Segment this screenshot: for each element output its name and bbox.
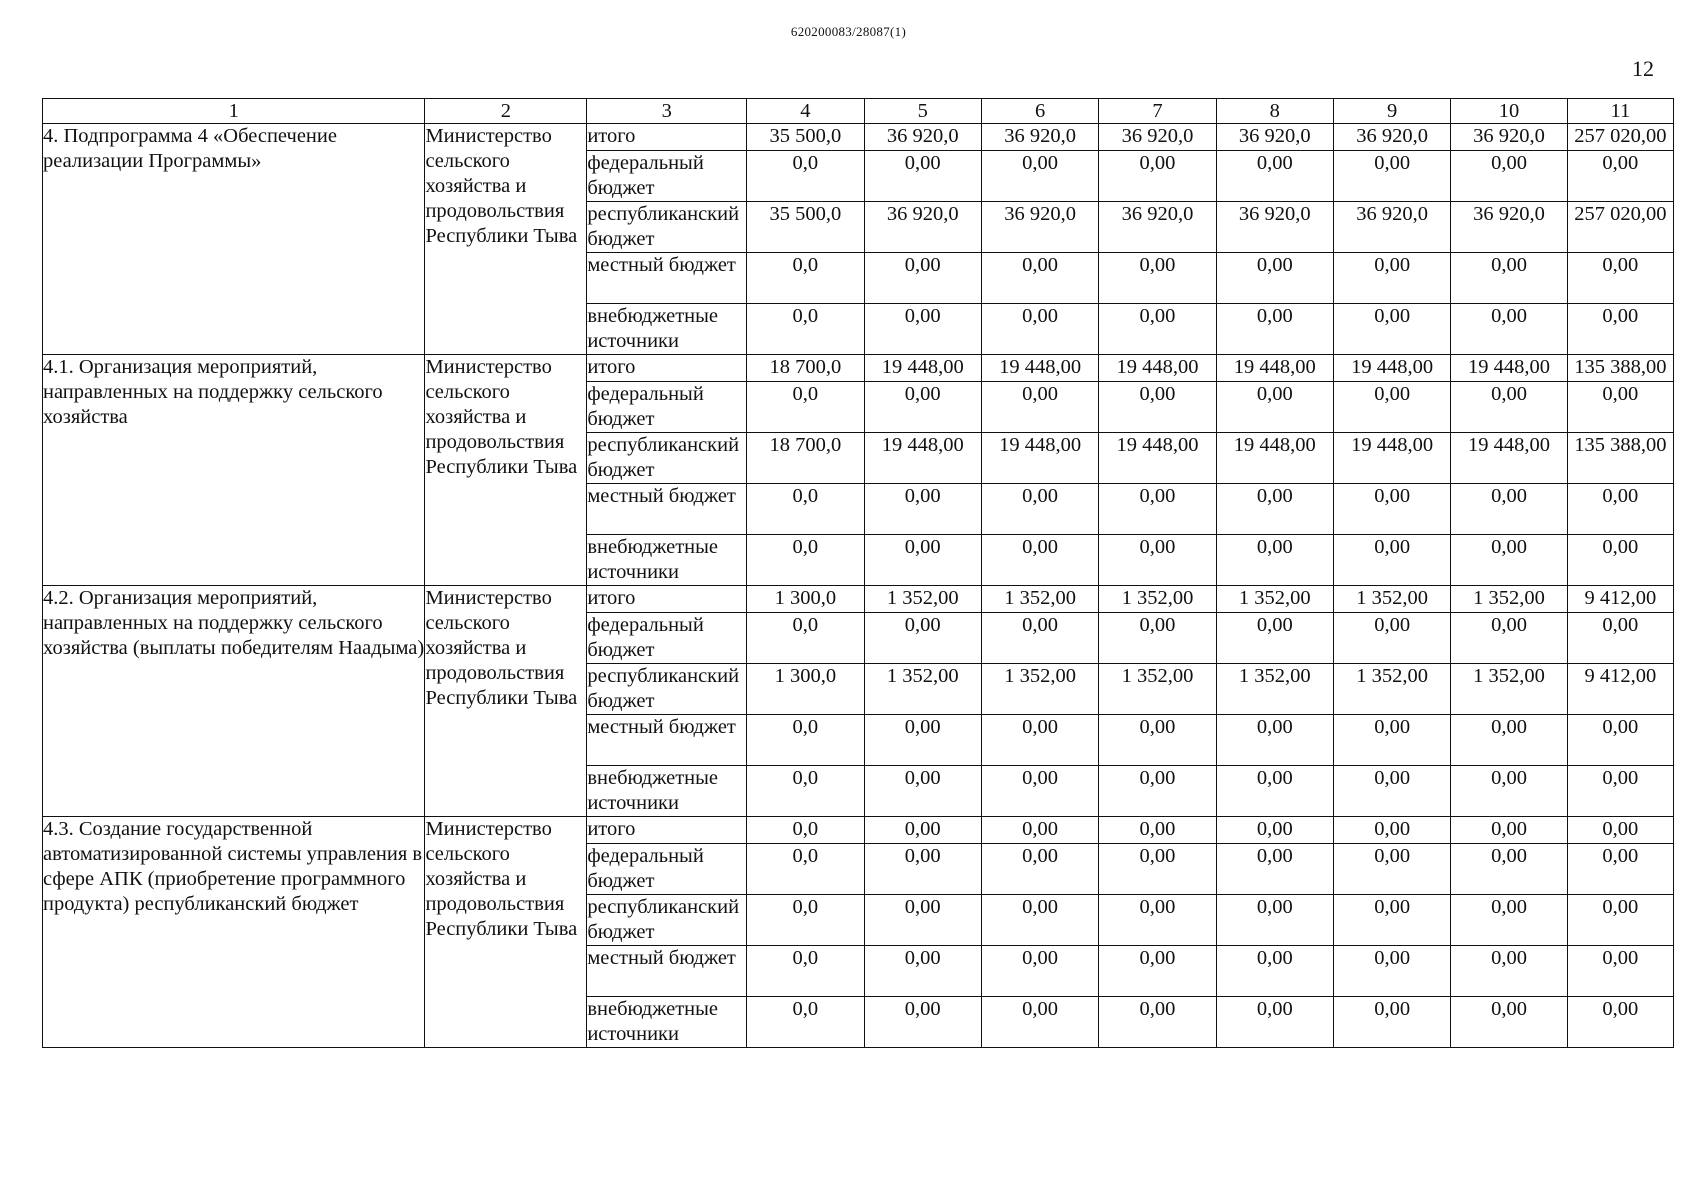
funding-source: внебюджетные источники [587, 997, 747, 1048]
column-number: 9 [1333, 99, 1450, 124]
amount-cell: 0,00 [1333, 382, 1450, 433]
column-number: 7 [1099, 99, 1216, 124]
amount-cell: 0,00 [1451, 253, 1567, 304]
amount-cell: 0,00 [1099, 946, 1216, 997]
amount-cell: 19 448,00 [1099, 355, 1216, 382]
funding-source: республиканский бюджет [587, 895, 747, 946]
funding-source: местный бюджет [587, 715, 747, 766]
amount-cell: 0,00 [864, 253, 981, 304]
amount-cell: 257 020,00 [1567, 124, 1673, 151]
column-number: 1 [43, 99, 425, 124]
amount-cell: 0,00 [981, 613, 1098, 664]
funding-source: местный бюджет [587, 946, 747, 997]
activity-name: 4. Подпрограмма 4 «Обеспечение реализации Программы» [43, 124, 425, 355]
amount-cell: 0,0 [747, 817, 864, 844]
amount-cell: 0,00 [1451, 151, 1567, 202]
amount-cell: 0,00 [1216, 613, 1333, 664]
amount-cell: 0,00 [1567, 844, 1673, 895]
amount-cell: 36 920,0 [981, 124, 1098, 151]
amount-cell: 0,00 [864, 817, 981, 844]
amount-cell: 19 448,00 [864, 433, 981, 484]
amount-cell: 1 300,0 [747, 664, 864, 715]
amount-cell: 0,00 [981, 715, 1098, 766]
amount-cell: 19 448,00 [981, 433, 1098, 484]
amount-cell: 0,00 [1451, 613, 1567, 664]
amount-cell: 0,00 [981, 997, 1098, 1048]
amount-cell: 1 352,00 [1333, 664, 1450, 715]
funding-source: федеральный бюджет [587, 613, 747, 664]
amount-cell: 0,00 [981, 895, 1098, 946]
document-id: 620200083/28087(1) [790, 24, 907, 39]
amount-cell: 0,0 [747, 844, 864, 895]
amount-cell: 0,0 [747, 715, 864, 766]
amount-cell: 0,00 [981, 817, 1098, 844]
executor-name: Министерство сельского хозяйства и продовольствия Республики Тыва [425, 817, 587, 1048]
amount-cell: 135 388,00 [1567, 433, 1673, 484]
amount-cell: 0,00 [1333, 817, 1450, 844]
amount-cell: 18 700,0 [747, 433, 864, 484]
amount-cell: 35 500,0 [747, 202, 864, 253]
column-number: 3 [587, 99, 747, 124]
amount-cell: 19 448,00 [1216, 355, 1333, 382]
amount-cell: 0,00 [981, 253, 1098, 304]
amount-cell: 0,00 [1451, 997, 1567, 1048]
column-number: 2 [425, 99, 587, 124]
amount-cell: 0,00 [1451, 304, 1567, 355]
amount-cell: 0,00 [864, 535, 981, 586]
amount-cell: 0,00 [1216, 304, 1333, 355]
amount-cell: 257 020,00 [1567, 202, 1673, 253]
amount-cell: 0,00 [1451, 382, 1567, 433]
amount-cell: 0,00 [1567, 535, 1673, 586]
amount-cell: 0,00 [1216, 895, 1333, 946]
amount-cell: 0,00 [1099, 715, 1216, 766]
amount-cell: 36 920,0 [1333, 202, 1450, 253]
funding-source: внебюджетные источники [587, 304, 747, 355]
amount-cell: 0,00 [1099, 844, 1216, 895]
amount-cell: 0,00 [864, 382, 981, 433]
amount-cell: 1 352,00 [864, 586, 981, 613]
amount-cell: 0,00 [1216, 766, 1333, 817]
amount-cell: 0,00 [1333, 715, 1450, 766]
amount-cell: 0,0 [747, 895, 864, 946]
amount-cell: 0,0 [747, 253, 864, 304]
amount-cell: 0,00 [864, 895, 981, 946]
page-number: 12 [1632, 56, 1654, 81]
amount-cell: 0,00 [1099, 766, 1216, 817]
amount-cell: 0,00 [1567, 946, 1673, 997]
amount-cell: 0,00 [1451, 535, 1567, 586]
amount-cell: 0,00 [1451, 715, 1567, 766]
table-row [43, 586, 1674, 613]
funding-source: федеральный бюджет [587, 844, 747, 895]
amount-cell: 0,00 [1567, 817, 1673, 844]
amount-cell: 19 448,00 [1451, 433, 1567, 484]
amount-cell: 0,0 [747, 997, 864, 1048]
amount-cell: 1 352,00 [1099, 586, 1216, 613]
amount-cell: 0,00 [1333, 535, 1450, 586]
amount-cell: 0,00 [864, 151, 981, 202]
amount-cell: 0,00 [1333, 766, 1450, 817]
funding-source: республиканский бюджет [587, 202, 747, 253]
funding-source: внебюджетные источники [587, 535, 747, 586]
amount-cell: 0,0 [747, 304, 864, 355]
amount-cell: 0,00 [1099, 613, 1216, 664]
amount-cell: 0,00 [1333, 997, 1450, 1048]
funding-source: федеральный бюджет [587, 151, 747, 202]
amount-cell: 0,0 [747, 766, 864, 817]
amount-cell: 0,00 [1099, 484, 1216, 535]
funding-source: местный бюджет [587, 253, 747, 304]
amount-cell: 0,00 [1567, 151, 1673, 202]
amount-cell: 0,00 [1099, 997, 1216, 1048]
funding-source: итого [587, 355, 747, 382]
funding-source: итого [587, 586, 747, 613]
amount-cell: 0,00 [981, 946, 1098, 997]
amount-cell: 0,00 [1216, 817, 1333, 844]
amount-cell: 0,00 [1333, 304, 1450, 355]
amount-cell: 0,00 [1099, 535, 1216, 586]
amount-cell: 0,00 [1567, 997, 1673, 1048]
amount-cell: 9 412,00 [1567, 586, 1673, 613]
amount-cell: 1 352,00 [1216, 586, 1333, 613]
amount-cell: 1 352,00 [1216, 664, 1333, 715]
amount-cell: 0,00 [1567, 715, 1673, 766]
column-number: 6 [981, 99, 1098, 124]
amount-cell: 0,00 [1333, 253, 1450, 304]
amount-cell: 19 448,00 [1099, 433, 1216, 484]
amount-cell: 0,00 [864, 844, 981, 895]
amount-cell: 0,0 [747, 535, 864, 586]
budget-table [42, 98, 1674, 1048]
amount-cell: 36 920,0 [1099, 202, 1216, 253]
amount-cell: 9 412,00 [1567, 664, 1673, 715]
activity-name: 4.2. Организация мероприятий, направленных на поддержку сельского хозяйства (выплаты победителям Наадыма) [43, 586, 425, 817]
amount-cell: 0,0 [747, 382, 864, 433]
amount-cell: 1 352,00 [864, 664, 981, 715]
amount-cell: 36 920,0 [1451, 124, 1567, 151]
amount-cell: 0,00 [1099, 151, 1216, 202]
table-row [43, 817, 1674, 844]
amount-cell: 0,00 [981, 382, 1098, 433]
amount-cell: 1 352,00 [1099, 664, 1216, 715]
amount-cell: 0,00 [1099, 895, 1216, 946]
column-number: 5 [864, 99, 981, 124]
amount-cell: 36 920,0 [1216, 124, 1333, 151]
funding-source: федеральный бюджет [587, 382, 747, 433]
amount-cell: 0,00 [981, 844, 1098, 895]
funding-source: итого [587, 124, 747, 151]
amount-cell: 0,00 [981, 484, 1098, 535]
amount-cell: 0,00 [981, 535, 1098, 586]
amount-cell: 0,00 [1216, 946, 1333, 997]
amount-cell: 0,00 [1333, 613, 1450, 664]
amount-cell: 0,00 [1216, 484, 1333, 535]
amount-cell: 0,00 [1451, 946, 1567, 997]
amount-cell: 0,0 [747, 946, 864, 997]
amount-cell: 0,00 [864, 766, 981, 817]
amount-cell: 0,00 [864, 484, 981, 535]
amount-cell: 0,00 [1451, 817, 1567, 844]
amount-cell: 0,00 [1099, 304, 1216, 355]
amount-cell: 0,00 [1451, 484, 1567, 535]
amount-cell: 36 920,0 [864, 202, 981, 253]
amount-cell: 0,00 [1216, 715, 1333, 766]
amount-cell: 0,0 [747, 613, 864, 664]
amount-cell: 0,00 [864, 946, 981, 997]
amount-cell: 0,00 [1099, 253, 1216, 304]
amount-cell: 0,00 [981, 304, 1098, 355]
amount-cell: 1 352,00 [1333, 586, 1450, 613]
amount-cell: 0,00 [1333, 946, 1450, 997]
column-number-row [43, 99, 1674, 124]
amount-cell: 19 448,00 [981, 355, 1098, 382]
executor-name: Министерство сельского хозяйства и продовольствия Республики Тыва [425, 124, 587, 355]
executor-name: Министерство сельского хозяйства и продовольствия Республики Тыва [425, 586, 587, 817]
column-number: 8 [1216, 99, 1333, 124]
activity-name: 4.3. Создание государственной автоматизированной системы управления в сфере АПК (приобретение программного продукта) республиканский бюджет [43, 817, 425, 1048]
amount-cell: 0,00 [864, 997, 981, 1048]
amount-cell: 36 920,0 [864, 124, 981, 151]
funding-source: республиканский бюджет [587, 664, 747, 715]
table-row [43, 355, 1674, 382]
column-number: 10 [1451, 99, 1567, 124]
amount-cell: 0,00 [1099, 382, 1216, 433]
amount-cell: 0,00 [1451, 844, 1567, 895]
amount-cell: 0,00 [1567, 304, 1673, 355]
amount-cell: 1 300,0 [747, 586, 864, 613]
amount-cell: 36 920,0 [1451, 202, 1567, 253]
funding-source: внебюджетные источники [587, 766, 747, 817]
amount-cell: 19 448,00 [864, 355, 981, 382]
amount-cell: 135 388,00 [1567, 355, 1673, 382]
amount-cell: 0,00 [1216, 535, 1333, 586]
amount-cell: 18 700,0 [747, 355, 864, 382]
table-row [43, 124, 1674, 151]
amount-cell: 36 920,0 [1216, 202, 1333, 253]
amount-cell: 0,00 [1567, 484, 1673, 535]
amount-cell: 0,00 [1333, 844, 1450, 895]
funding-source: местный бюджет [587, 484, 747, 535]
amount-cell: 36 920,0 [1333, 124, 1450, 151]
executor-name: Министерство сельского хозяйства и продовольствия Республики Тыва [425, 355, 587, 586]
amount-cell: 19 448,00 [1451, 355, 1567, 382]
amount-cell: 0,00 [1216, 253, 1333, 304]
activity-name: 4.1. Организация мероприятий, направленных на поддержку сельского хозяйства [43, 355, 425, 586]
amount-cell: 0,00 [1216, 151, 1333, 202]
amount-cell: 19 448,00 [1333, 355, 1450, 382]
amount-cell: 1 352,00 [1451, 586, 1567, 613]
amount-cell: 1 352,00 [1451, 664, 1567, 715]
amount-cell: 19 448,00 [1216, 433, 1333, 484]
column-number: 11 [1567, 99, 1673, 124]
amount-cell: 0,00 [864, 304, 981, 355]
funding-source: республиканский бюджет [587, 433, 747, 484]
amount-cell: 1 352,00 [981, 664, 1098, 715]
amount-cell: 0,0 [747, 151, 864, 202]
amount-cell: 36 920,0 [1099, 124, 1216, 151]
amount-cell: 0,00 [1451, 766, 1567, 817]
amount-cell: 0,00 [1567, 253, 1673, 304]
amount-cell: 19 448,00 [1333, 433, 1450, 484]
amount-cell: 0,00 [1333, 895, 1450, 946]
amount-cell: 0,00 [1567, 613, 1673, 664]
column-number: 4 [747, 99, 864, 124]
amount-cell: 0,00 [1216, 382, 1333, 433]
amount-cell: 0,00 [864, 715, 981, 766]
amount-cell: 0,00 [1333, 151, 1450, 202]
amount-cell: 1 352,00 [981, 586, 1098, 613]
amount-cell: 36 920,0 [981, 202, 1098, 253]
amount-cell: 0,00 [981, 766, 1098, 817]
amount-cell: 35 500,0 [747, 124, 864, 151]
amount-cell: 0,00 [981, 151, 1098, 202]
amount-cell: 0,00 [1567, 382, 1673, 433]
amount-cell: 0,0 [747, 484, 864, 535]
amount-cell: 0,00 [1567, 895, 1673, 946]
amount-cell: 0,00 [1099, 817, 1216, 844]
amount-cell: 0,00 [1451, 895, 1567, 946]
amount-cell: 0,00 [1333, 484, 1450, 535]
funding-source: итого [587, 817, 747, 844]
amount-cell: 0,00 [1216, 844, 1333, 895]
amount-cell: 0,00 [1216, 997, 1333, 1048]
amount-cell: 0,00 [1567, 766, 1673, 817]
amount-cell: 0,00 [864, 613, 981, 664]
